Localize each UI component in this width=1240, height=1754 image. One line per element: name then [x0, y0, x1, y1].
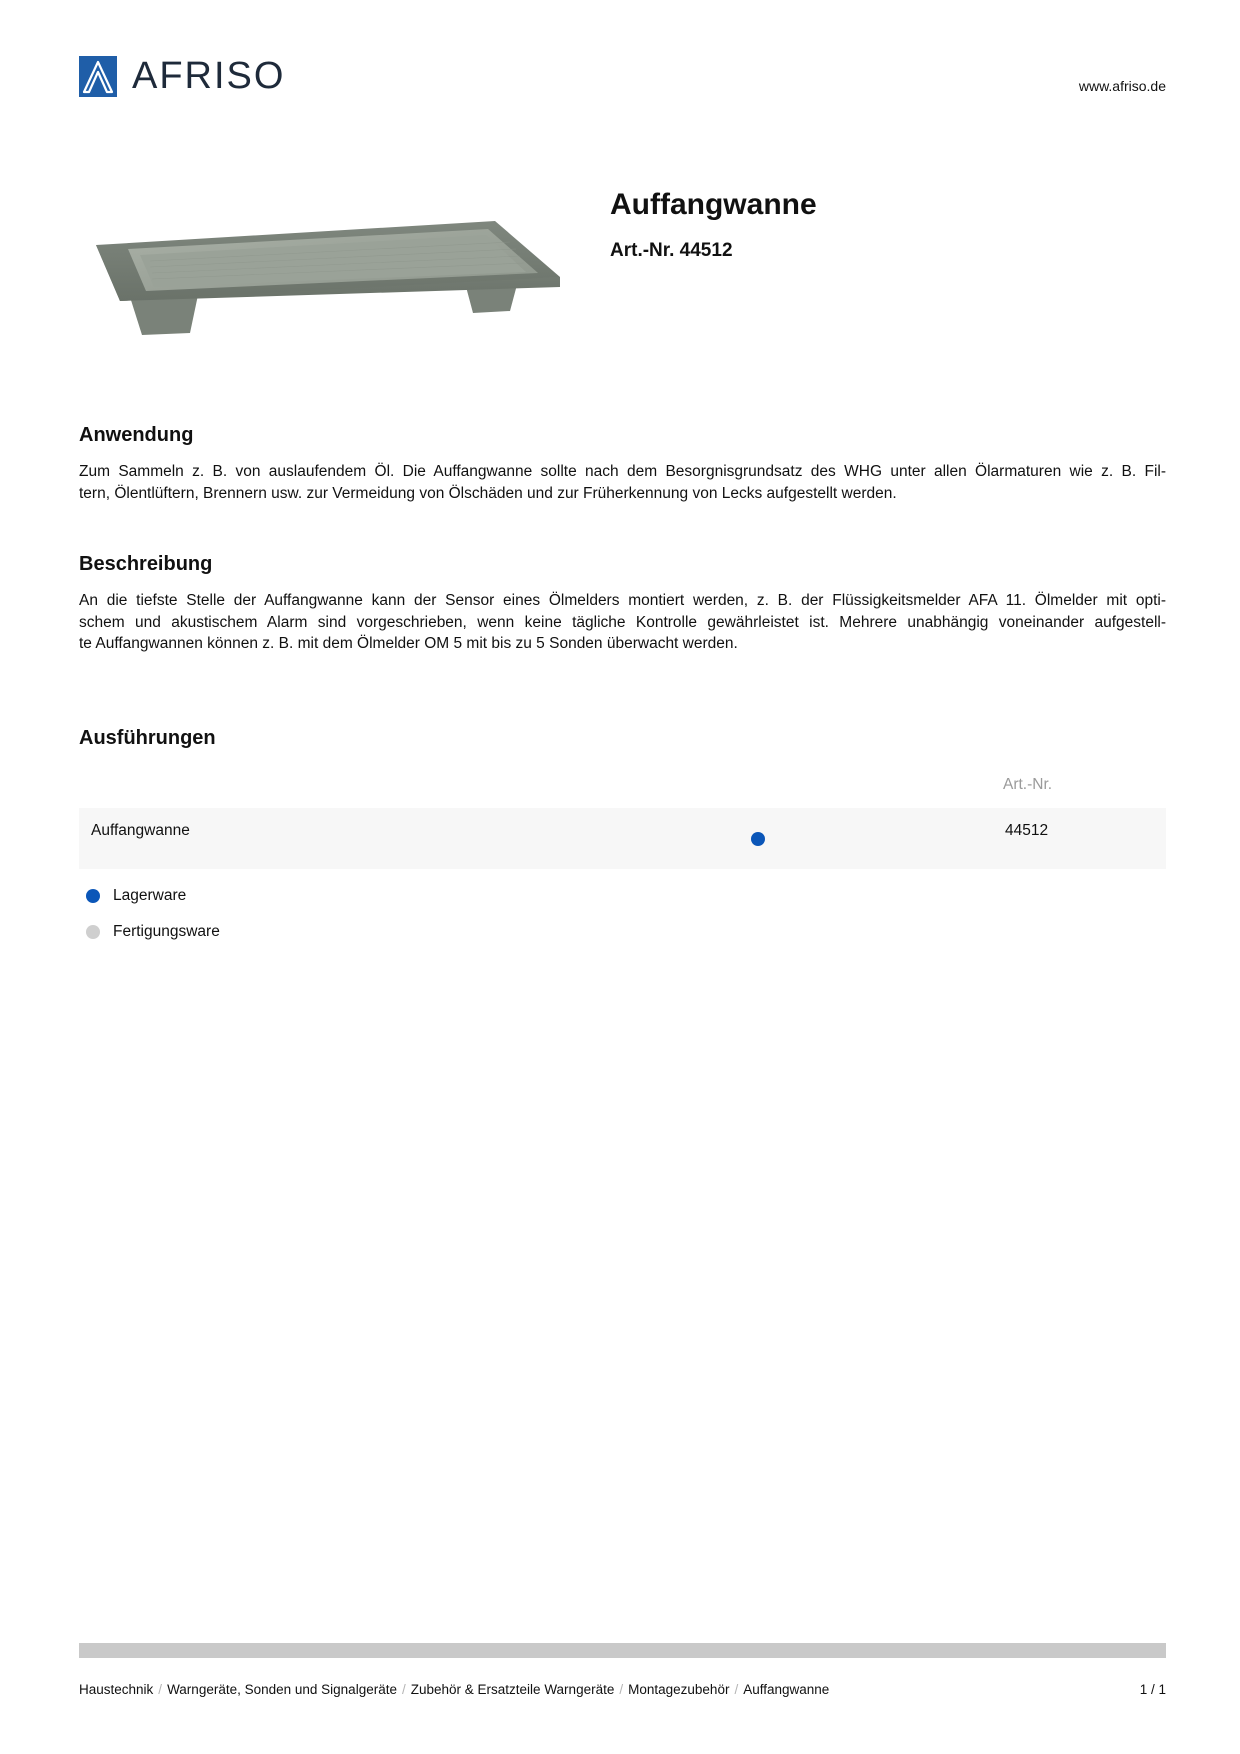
text-line: An die tiefste Stelle der Auffangwanne kann der Sensor eines Ölmelders montiert werden, z. B. der Flüssigkeitsmelder AFA 11. Ölmelder mit opti-: [79, 592, 1166, 609]
legend-item-lagerware: [86, 887, 186, 905]
section-title-ausfuehrungen: Ausführungen: [79, 727, 216, 749]
availability-dot-lagerware-icon: [751, 832, 765, 846]
legend-item-fertigungsware: [86, 923, 220, 941]
product-title: Auffangwanne: [610, 188, 817, 221]
breadcrumb-item[interactable]: Zubehör & Ersatzteile Warngeräte: [410, 1682, 615, 1697]
text-line: schem und akustischem Alarm sind vorgeschrieben, wenn keine tägliche Kontrolle gewährleistet ist. Mehrere unabhängig voneinander aufgestell-: [79, 613, 1166, 631]
table-row: [79, 808, 1166, 869]
variant-art-nr: 44512: [1005, 822, 1049, 839]
breadcrumb-item[interactable]: Warngeräte, Sonden und Signalgeräte: [167, 1682, 397, 1697]
text-line: Zum Sammeln z. B. von auslaufendem Öl. Die Auffangwanne sollte nach dem Besorgnisgrundsatz des WHG unter allen Ölarmaturen wie z. B. Fil-: [79, 463, 1166, 480]
breadcrumb-item-current: Auffangwanne: [743, 1682, 830, 1697]
legend-label: Fertigungsware: [113, 923, 220, 940]
website-url[interactable]: www.afriso.de: [1078, 78, 1166, 94]
breadcrumb: [79, 1682, 829, 1697]
text-line: te Auffangwannen können z. B. mit dem Ölmelder OM 5 mit bis zu 5 Sonden überwacht werden.: [79, 635, 738, 652]
breadcrumb-separator: /: [158, 1682, 163, 1697]
lagerware-dot-icon: [86, 889, 100, 903]
variant-name: Auffangwanne: [91, 822, 190, 839]
breadcrumb-separator: /: [734, 1682, 739, 1697]
breadcrumb-item[interactable]: Haustechnik: [79, 1682, 154, 1697]
breadcrumb-separator: /: [401, 1682, 406, 1697]
section-title-anwendung: Anwendung: [79, 424, 194, 446]
breadcrumb-item[interactable]: Montagezubehör: [628, 1682, 730, 1697]
section-title-beschreibung: Beschreibung: [79, 553, 213, 575]
footer-divider-bar: [79, 1643, 1166, 1658]
section-body-beschreibung: [79, 590, 1166, 655]
text-line: tern, Ölentlüftern, Brennern usw. zur Vermeidung von Ölschäden und zur Früherkennung von Lecks aufgestellt werden.: [79, 484, 897, 502]
afriso-wordmark: AFRISO: [132, 55, 286, 97]
afriso-logo[interactable]: [79, 55, 304, 97]
section-body-anwendung: [79, 461, 1166, 504]
legend-label: Lagerware: [113, 887, 187, 904]
column-header-art-nr: Art.-Nr.: [1003, 776, 1053, 793]
breadcrumb-separator: /: [619, 1682, 624, 1697]
page-number: 1 / 1: [1139, 1682, 1166, 1697]
product-image: [90, 215, 565, 345]
product-article-number: Art.-Nr. 44512: [610, 240, 733, 261]
fertigungsware-dot-icon: [86, 925, 100, 939]
afriso-logo-mark-icon: [79, 56, 117, 97]
